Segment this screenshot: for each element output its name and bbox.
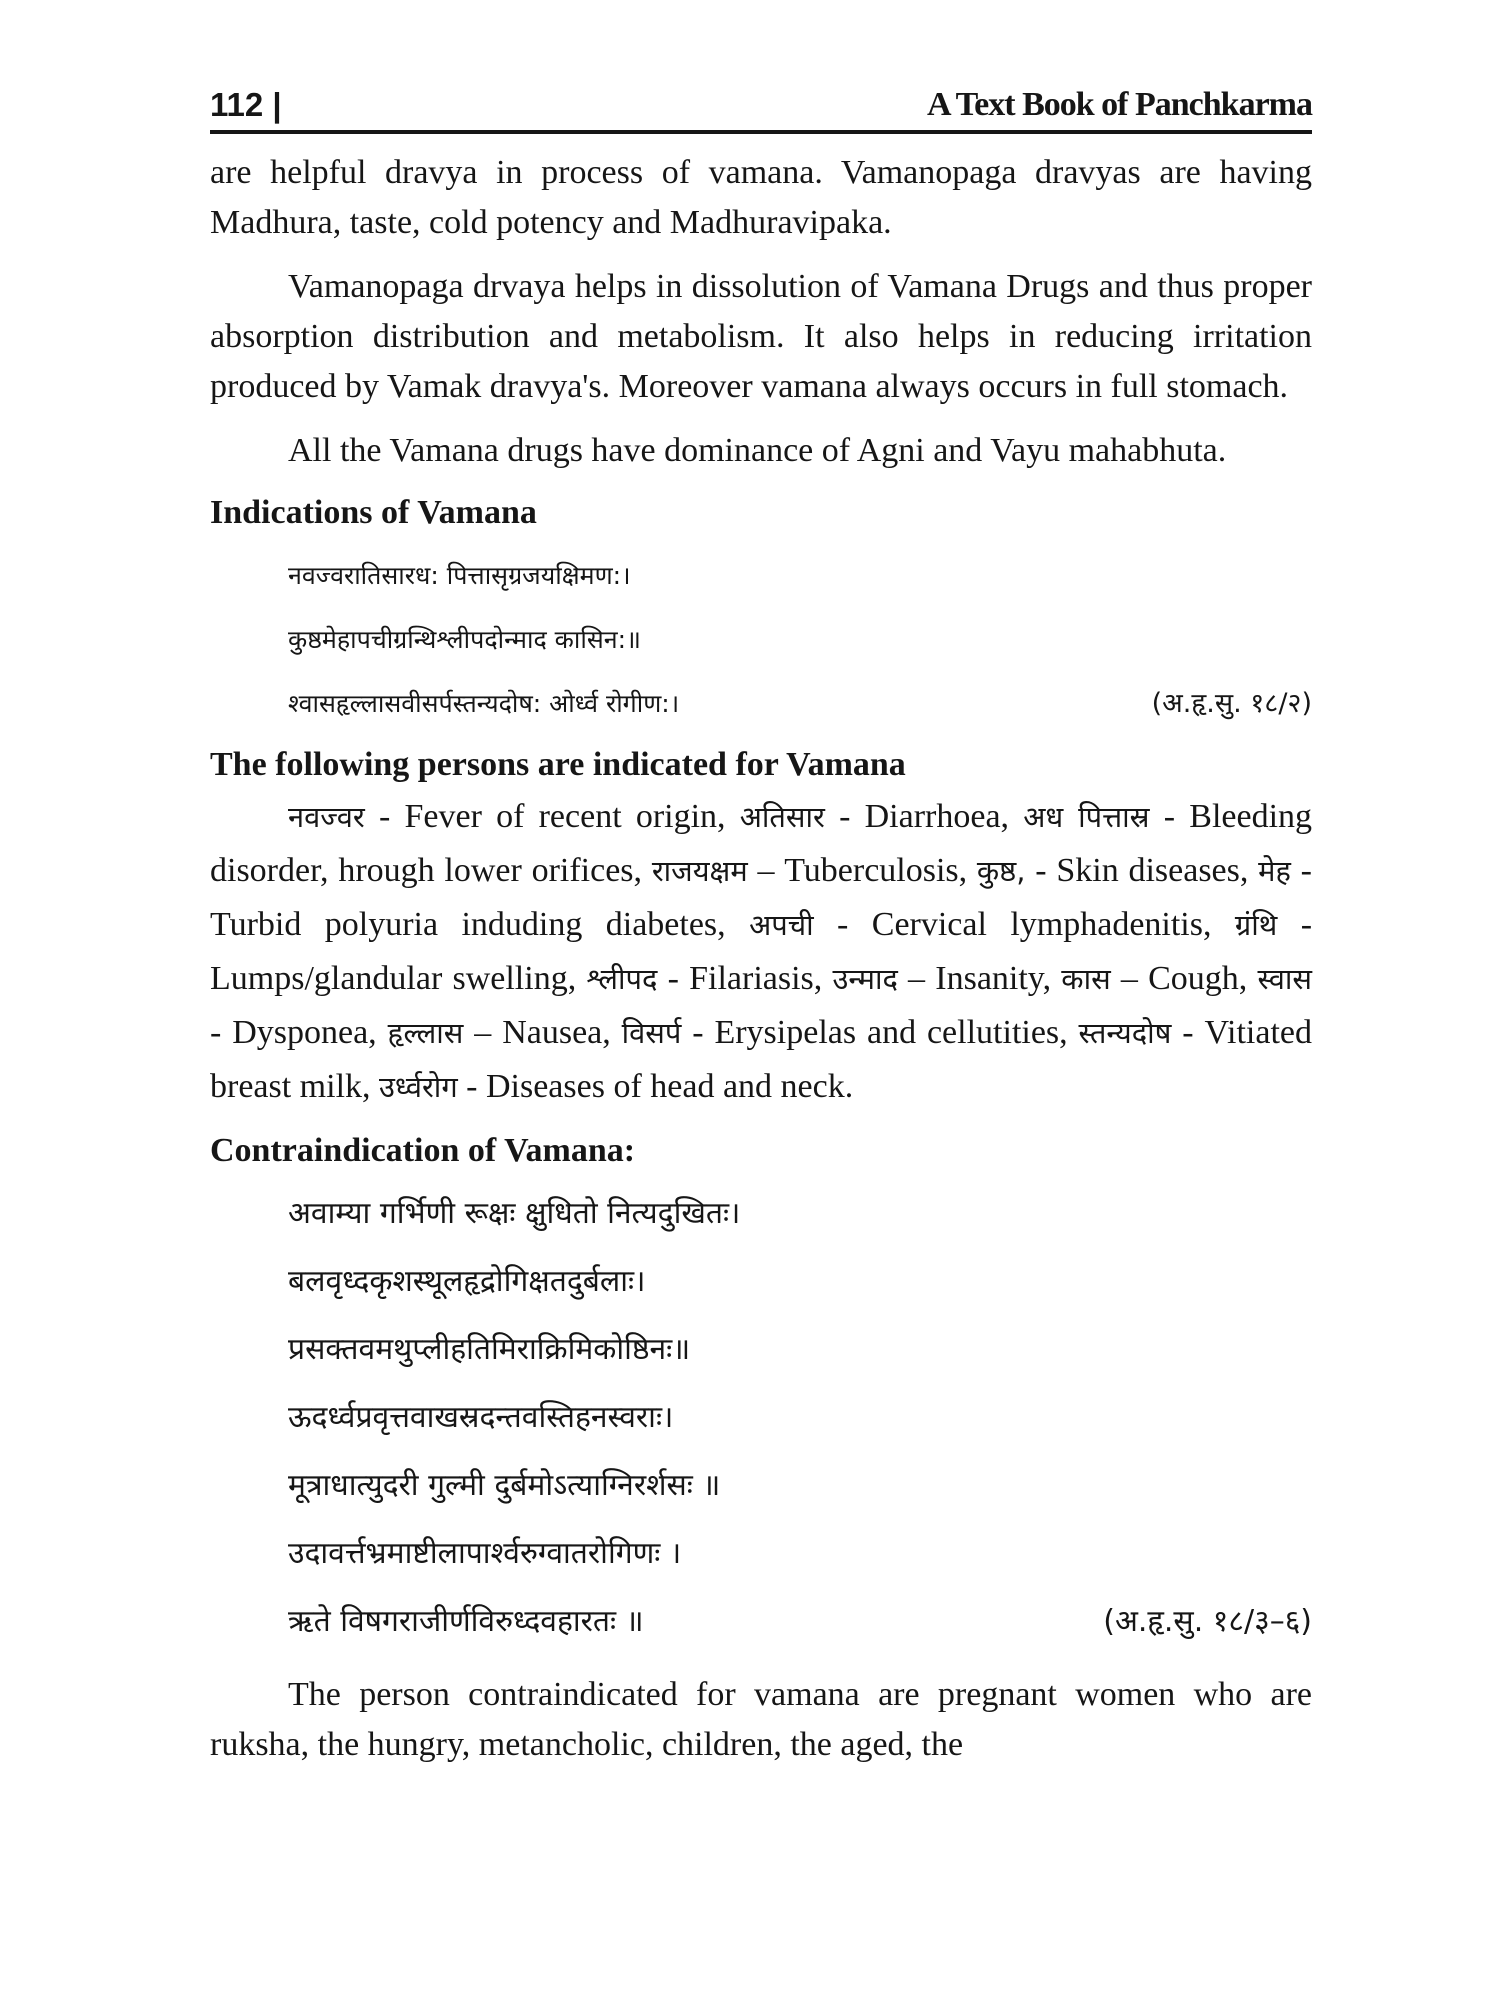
persons-list: [210, 790, 1312, 1114]
verse-line: [210, 1588, 1312, 1656]
term-description: Erysipelas and cellutities,: [714, 1014, 1079, 1051]
closing-paragraph: The person contraindicated for vamana are pregnant women who are ruksha, the hungry, metancholic, children, the aged, the: [210, 1676, 1312, 1763]
sanskrit-term: स्तन्यदोष: [1078, 1016, 1172, 1050]
term-description: Cough,: [1148, 960, 1258, 997]
indications-heading: Indications of Vamana: [210, 494, 537, 531]
term-separator: –: [463, 1014, 503, 1051]
term-description: Diseases of head and neck.: [485, 1068, 854, 1105]
term-description: Skin diseases,: [1056, 852, 1259, 889]
contraindication-verse: [210, 1180, 1312, 1656]
verse-line: [210, 672, 1312, 736]
verse-line: उदावर्त्तभ्रमाष्टीलापार्श्वरुग्वातरोगिणः ।: [288, 1536, 682, 1571]
term-description: Nausea,: [502, 1014, 622, 1051]
term-separator: -: [824, 798, 865, 835]
verse-line: ऊदर्ध्वप्रवृत्तवाखस्रदन्तवस्तिहनस्वराः।: [288, 1400, 674, 1435]
term-separator: -: [813, 906, 872, 943]
term-separator: -: [681, 1014, 715, 1051]
verse-line-text: ऋते विषगराजीर्णविरुध्दवहारतः ॥: [288, 1604, 644, 1639]
book-title: A Text Book of Panchkarma: [927, 86, 1312, 123]
term-separator: –: [1110, 960, 1149, 997]
sanskrit-term: अध पित्तास्र: [1023, 800, 1150, 834]
sanskrit-term: हृल्लास: [387, 1016, 464, 1050]
verse-line-text: श्वासहृल्लासवीसर्पस्तन्यदोष: ओर्ध्व रोगीण:।: [288, 689, 680, 718]
term-separator: -: [210, 1014, 233, 1051]
contraindication-heading: Contraindication of Vamana:: [210, 1132, 636, 1169]
page-header: [210, 86, 1312, 134]
term-description: Dysponea,: [232, 1014, 388, 1051]
term-description: Bleeding disorder, hrough lower orifices,: [210, 798, 1313, 889]
sanskrit-term: विसर्प: [621, 1016, 682, 1050]
term-description: Filariasis,: [689, 960, 833, 997]
indications-verse: [210, 544, 1312, 736]
verse-line: प्रसक्तवमथुप्लीहतिमिराक्रिमिकोष्ठिनः॥: [288, 1332, 691, 1367]
term-separator: -: [457, 1068, 486, 1105]
sanskrit-term: कुष्ठ,: [976, 854, 1026, 888]
term-description: Diarrhoea,: [864, 798, 1024, 835]
term-description: Lumps/glandular swelling,: [210, 960, 587, 997]
intro-paragraph-3: All the Vamana drugs have dominance of Agni and Vayu mahabhuta.: [288, 432, 1227, 469]
page-number: 112 |: [210, 86, 282, 123]
verse-line: नवज्वरातिसारध: पित्तासृग्रजयक्षिमण:।: [288, 561, 631, 590]
verse-reference: (अ.हृ.सु. १८/२): [1151, 688, 1312, 719]
term-separator: –: [747, 852, 785, 889]
sanskrit-term: कास: [1061, 962, 1111, 996]
sanskrit-term: नवज्वर: [288, 800, 365, 834]
sanskrit-term: उर्ध्वरोग: [379, 1070, 458, 1104]
verse-line: अवाम्या गर्भिणी रूक्षः क्षुधितो नित्यदुखितः।: [288, 1196, 741, 1231]
term-separator: –: [897, 960, 936, 997]
verse-line: बलवृध्दकृशस्थूलहृद्रोगिक्षतदुर्बलाः।: [288, 1264, 646, 1299]
intro-paragraph-2: Vamanopaga drvaya helps in dissolution of Vamana Drugs and thus proper absorption distribution and metabolism. It also helps in reducing irritation produced by Vamak dravya's. Moreover vamana always occurs in full stomach.: [210, 268, 1312, 405]
sanskrit-term: स्वास: [1257, 962, 1312, 996]
verse-reference: (अ.हृ.सु. १८/३–६): [1103, 1604, 1312, 1639]
term-description: Insanity,: [935, 960, 1062, 997]
term-separator: -: [1290, 852, 1312, 889]
sanskrit-term: अपची: [749, 908, 814, 942]
verse-line: मूत्राधात्युदरी गुल्मी दुर्बमोऽत्याग्निरर्शसः ॥: [288, 1468, 721, 1503]
page-body: [210, 148, 1312, 1770]
term-separator: -: [364, 798, 405, 835]
sanskrit-term: अतिसार: [739, 800, 825, 834]
sanskrit-term: उन्माद: [832, 962, 898, 996]
term-separator: -: [1171, 1014, 1205, 1051]
term-description: Tuberculosis,: [784, 852, 977, 889]
term-separator: -: [657, 960, 690, 997]
term-separator: -: [1277, 906, 1313, 943]
sanskrit-term: राजयक्षम: [651, 854, 748, 888]
term-description: Fever of recent origin,: [404, 798, 740, 835]
sanskrit-term: मेह: [1258, 854, 1291, 888]
term-description: Cervical lymphadenitis,: [871, 906, 1235, 943]
term-description: Vitiated breast milk,: [210, 1014, 1312, 1105]
intro-paragraph-1: are helpful dravya in process of vamana. Vamanopaga dravyas are having Madhura, taste, cold potency and Madhuravipaka.: [210, 154, 1312, 241]
verse-line: कुष्ठमेहापचीग्रन्थिश्लीपदोन्माद कासिन:॥: [288, 625, 641, 654]
term-separator: -: [1149, 798, 1190, 835]
persons-heading: The following persons are indicated for Vamana: [210, 746, 906, 783]
sanskrit-term: श्लीपद: [586, 962, 658, 996]
sanskrit-term: ग्रंथि: [1234, 908, 1278, 942]
term-description: Turbid polyuria induding diabetes,: [210, 906, 750, 943]
term-separator: -: [1025, 852, 1057, 889]
